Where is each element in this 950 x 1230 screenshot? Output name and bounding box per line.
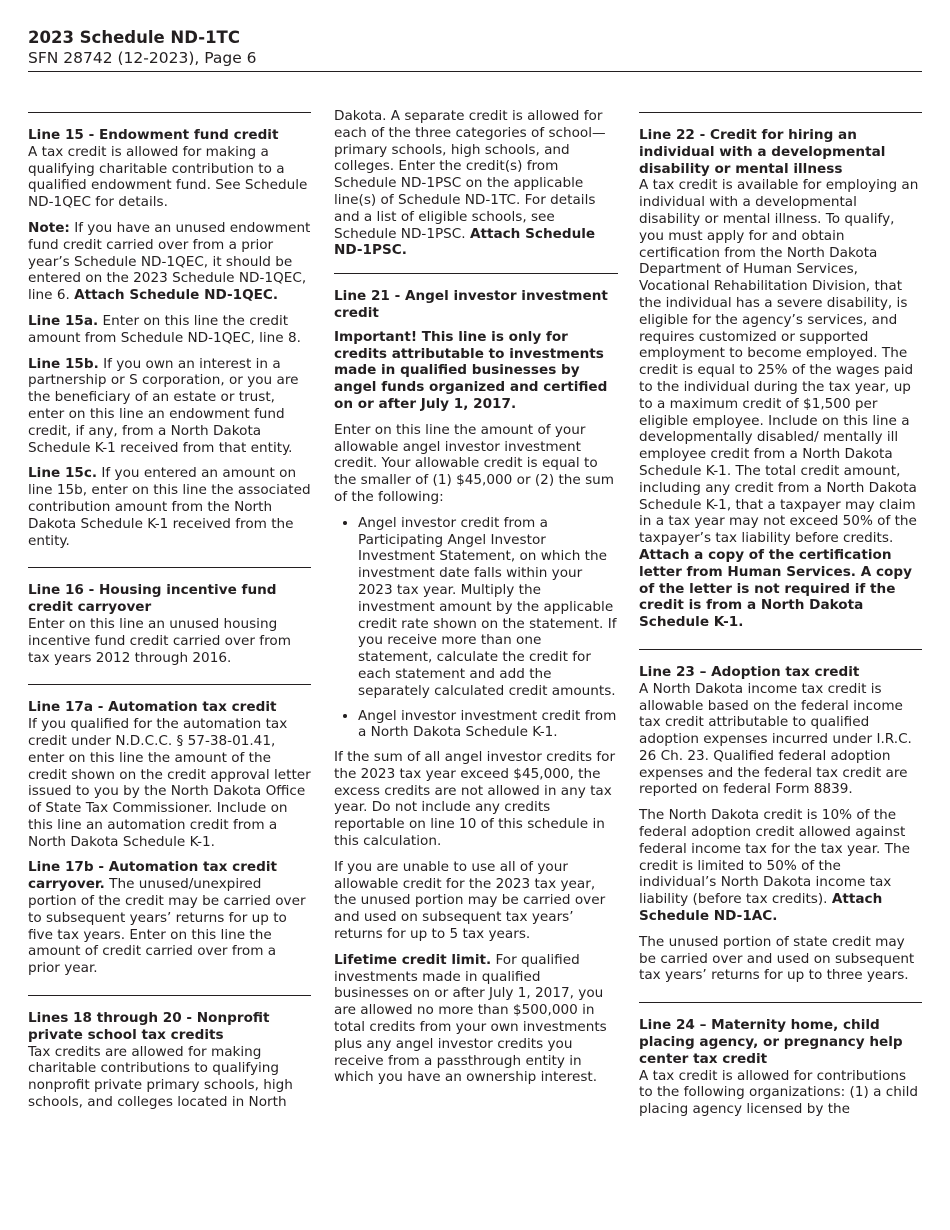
lines-18-20-continued <box>334 108 618 259</box>
line-16-text: Enter on this line an unused housing incentive fund credit carried over from tax years 2012 through 2016. <box>28 615 291 666</box>
line-21-important-text: Important! This line is only for credits attributable to investments made in qualified businesses by angel funds organized and certified on or after July 1, 2017. <box>334 328 608 412</box>
line-15a-label: Line 15a. <box>28 312 99 329</box>
line-17a-heading: Line 17a - Automation tax credit <box>28 699 277 716</box>
header-divider <box>28 71 922 72</box>
section-divider <box>639 112 922 113</box>
line-15c-label: Line 15c. <box>28 465 98 482</box>
list-item: • Angel investor investment credit from a North Dakota Schedule K-1. <box>358 708 618 742</box>
line-22-attach: Attach a copy of the certification letter from Human Services. A copy of the letter is not required if the credit is from a North Dakota Schedule K-1. <box>639 546 912 631</box>
column-right <box>639 100 922 1127</box>
note-label: Note: <box>28 219 70 236</box>
line-21-list <box>334 515 618 741</box>
lifetime-limit-text <box>334 952 618 1086</box>
section-divider <box>639 649 922 650</box>
note-text: If you have an unused endowment fund credit carried over from a prior year’s Schedule ND-1QEC, it should be entered on the 2023 Schedule ND-1QEC, line 6. <box>28 219 311 304</box>
line-15c-body: If you entered an amount on line 15b, enter on this line the associated contribution amount from the North Dakota Schedule K-1 received from the entity. <box>28 465 311 549</box>
line-21-sum-text: If the sum of all angel investor credits for the 2023 tax year exceed $45,000, the excess credits are not allowed in any tax year. Do not include any credits reportable on line 10 of this schedule in this calculation. <box>334 749 616 850</box>
line-23-heading: Line 23 – Adoption tax credit <box>639 663 860 680</box>
lifetime-limit-label: Lifetime credit limit. <box>334 951 492 968</box>
list-item: • Angel investor credit from a Participating Angel Investor Investment Statement, on which the investment date falls within your 2023 tax year. Multiply the investment amount by the applicable credit rate shown on the statement. If you receive more than one statement, calculate the credit for each statement and add the separately calculated credit amounts. <box>358 515 618 700</box>
form-title: 2023 Schedule ND-1TC <box>28 28 240 47</box>
line-22-text <box>639 177 922 631</box>
line-15-heading: Line 15 - Endowment fund credit <box>28 127 279 143</box>
line-21-carryover-text: If you are unable to use all of your allowable credit for the 2023 tax year, the unused portion may be carried over and used on subsequent tax years’ returns for up to 5 tax years. <box>334 858 606 943</box>
line-22-heading: Line 22 - Credit for hiring an individual with a developmental disability or mental illness <box>639 127 886 177</box>
note-attach: Attach Schedule ND-1QEC. <box>74 287 279 304</box>
line-17a-text: If you qualified for the automation tax credit under N.D.C.C. § 57-38-01.41, enter on this line the amount of the credit shown on the credit approval letter issued to you by the North Dakota Office of State Tax Commissioner. Include on this line an automation credit from a North Dakota Schedule K-1. <box>28 716 311 850</box>
line-15c-text <box>28 465 311 549</box>
line-17b-label: Line 17b - Automation tax credit carryover. <box>28 859 278 893</box>
line-15-note <box>28 220 311 304</box>
line-17b-body: The unused/unexpired portion of the credit may be carried over to subsequent years’ returns for up to five tax years. Enter on this line the amount of credit carried over from a prior year. <box>28 876 306 977</box>
lifetime-limit-body: For qualified investments made in qualified businesses on or after July 1, 2017, you are allowed no more than $500,000 in total credits from your own investments plus any angel investor credits you receive from a passthrough entity in which you have an ownership interest. <box>334 951 607 1086</box>
page-header <box>28 28 922 68</box>
attach-nd1psc: Attach Schedule ND-1PSC. <box>334 225 596 259</box>
column-middle <box>334 100 618 1095</box>
line-21-heading: Line 21 - Angel investor investment credit <box>334 288 608 321</box>
line-15b-body: If you own an interest in a partnership or S corporation, or you are the beneficiary of an estate or trust, enter on this line an endowment fund credit, if any, from a North Dakota Schedule K-1 received from that entity. <box>28 355 299 456</box>
line-17b-text <box>28 859 311 977</box>
lines-18-20-heading: Lines 18 through 20 - Nonprofit private school tax credits <box>28 1010 270 1043</box>
section-divider <box>28 112 311 113</box>
line-24-heading: Line 24 – Maternity home, child placing agency, or pregnancy help center tax credit <box>639 1017 903 1067</box>
line-23-text-3: The unused portion of state credit may be carried over and used on subsequent tax years’ returns for up to three years. <box>639 933 915 984</box>
section-divider <box>639 1002 922 1003</box>
lines-18-20-continued-text: Dakota. A separate credit is allowed for each of the three categories of school—primary schools, high schools, and colleges. Enter the credit(s) from Schedule ND-1PSC on the applicable line(s) of Schedule ND-1TC. For details and a list of eligible schools, see Schedule ND-1PSC. <box>334 108 606 242</box>
line-23-text-2 <box>639 807 922 925</box>
lines-18-20-text: Tax credits are allowed for making charitable contributions to qualifying nonprofit private primary schools, high schools, and colleges located in North <box>28 1043 293 1111</box>
column-left <box>28 100 311 1120</box>
line-21-important <box>334 329 618 413</box>
line-23-text: A North Dakota income tax credit is allowable based on the federal income tax credit attributable to qualified adoption expenses incurred under I.R.C. 26 Ch. 23. Qualified federal adoption expenses and the federal tax credit are reported on federal Form 8839. <box>639 680 912 798</box>
form-subtitle: SFN 28742 (12-2023), Page 6 <box>28 49 257 67</box>
line-16-heading: Line 16 - Housing incentive fund credit carryover <box>28 582 277 616</box>
line-15b-text <box>28 356 311 457</box>
line-24-text: A tax credit is allowed for contributions to the following organizations: (1) a child placing agency licensed by the <box>639 1067 919 1118</box>
line-23-attach: Attach Schedule ND-1AC. <box>639 891 883 925</box>
line-23-body-2: The North Dakota credit is 10% of the federal adoption credit allowed against federal income tax for the tax year. The credit is limited to 50% of the individual’s North Dakota income tax liability (before tax credits). <box>639 807 910 908</box>
line-15b-label: Line 15b. <box>28 355 99 372</box>
section-divider <box>334 273 618 274</box>
line-15a-body: Enter on this line the credit amount from Schedule ND-1QEC, line 8. <box>28 312 301 346</box>
section-divider <box>28 995 311 996</box>
section-divider <box>28 684 311 685</box>
line-22-body: A tax credit is available for employing an individual with a developmental disability or mental illness. To qualify, you must apply for and obtain certification from the North Dakota Department of Human Services, Vocational Rehabilitation Division, that the individual has a severe disability, is eligible for the agency’s services, and requires customized or supported employment to become employed. The credit is equal to 25% of the wages paid to the individual during the tax year, up to a maximum credit of $1,500 per eligible employee. Include on this line a developmentally disabled/ mentally ill employee credit from a North Dakota Schedule K-1. The total credit amount, including any credit from a North Dakota Schedule K-1, that a taxpayer may claim in a tax year may not exceed 50% of the taxpayer’s tax liability before credits. <box>639 177 919 547</box>
section-divider <box>28 567 311 568</box>
line-15-text: A tax credit is allowed for making a qualifying charitable contribution to a qualified endowment fund. See Schedule ND-1QEC for details. <box>28 143 308 211</box>
line-21-text: Enter on this line the amount of your allowable angel investor investment credit. Your allowable credit is equal to the smaller of (1) $45,000 or (2) the sum of the following: <box>334 421 615 505</box>
line-15a-text <box>28 313 311 347</box>
